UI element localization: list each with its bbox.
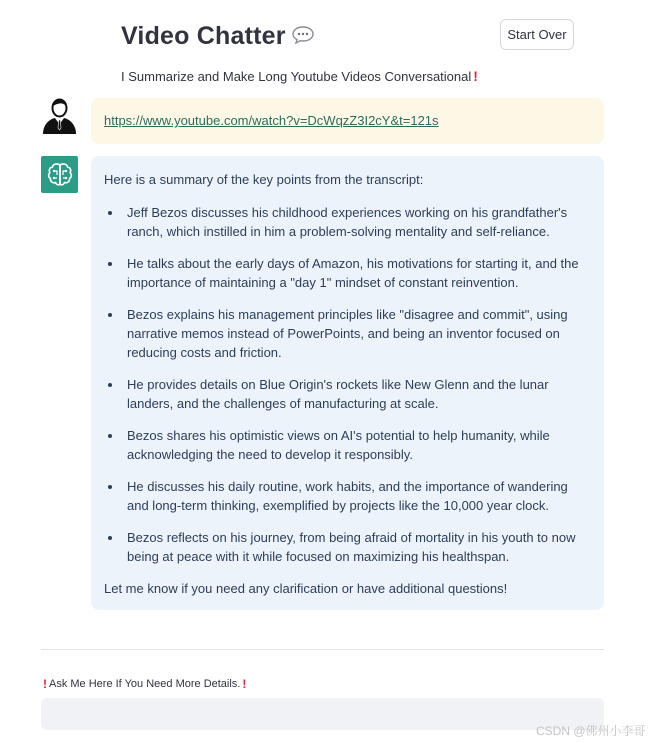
list-item: He discusses his daily routine, work habits, and the importance of wandering and long-term thinking, exemplified by projects like the 10,000 year clock. <box>104 477 591 515</box>
chat-input-label <box>41 677 248 691</box>
subtitle <box>121 68 478 84</box>
exclamation-icon: ! <box>473 68 478 84</box>
assistant-intro: Here is a summary of the key points from the transcript: <box>104 172 424 187</box>
exclamation-icon: ! <box>43 677 47 691</box>
watermark: CSDN @佛州小李哥 <box>536 724 646 738</box>
youtube-link[interactable]: https://www.youtube.com/watch?v=DcWqzZ3I2cY&t=121s <box>104 113 439 128</box>
list-item: He provides details on Blue Origin's rockets like New Glenn and the lunar landers, and the challenges of manufacturing at scale. <box>104 375 591 413</box>
subtitle-text: I Summarize and Make Long Youtube Videos Conversational <box>121 68 472 84</box>
summary-list <box>104 203 591 566</box>
user-avatar-icon <box>41 98 78 134</box>
chat-input[interactable] <box>41 698 604 730</box>
assistant-message <box>91 156 604 610</box>
divider <box>41 649 604 650</box>
chat-input-label-text: Ask Me Here If You Need More Details. <box>49 678 241 690</box>
header <box>121 22 314 51</box>
list-item: Bezos reflects on his journey, from being afraid of mortality in his youth to now being at peace with it while focused on maximizing his healthspan. <box>104 528 591 566</box>
list-item: Bezos explains his management principles like "disagree and commit", using narrative memos instead of PowerPoints, and being an inventor focused on reducing costs and friction. <box>104 305 591 362</box>
list-item: Jeff Bezos discusses his childhood experiences working on his grandfather's ranch, which instilled in him a problem-solving mentality and self-reliance. <box>104 203 591 241</box>
start-over-button[interactable]: Start Over <box>500 19 574 50</box>
user-message <box>91 98 604 144</box>
page-title: Video Chatter <box>121 22 286 50</box>
assistant-outro: Let me know if you need any clarification or have additional questions! <box>104 581 508 596</box>
speech-balloon-icon <box>292 26 314 44</box>
list-item: Bezos shares his optimistic views on AI's potential to help humanity, while acknowledging the need to develop it responsibly. <box>104 426 591 464</box>
list-item: He talks about the early days of Amazon, his motivations for starting it, and the importance of maintaining a "day 1" mindset of constant reinvention. <box>104 254 591 292</box>
exclamation-icon: ! <box>242 677 247 691</box>
brain-circuit-icon <box>41 156 78 193</box>
